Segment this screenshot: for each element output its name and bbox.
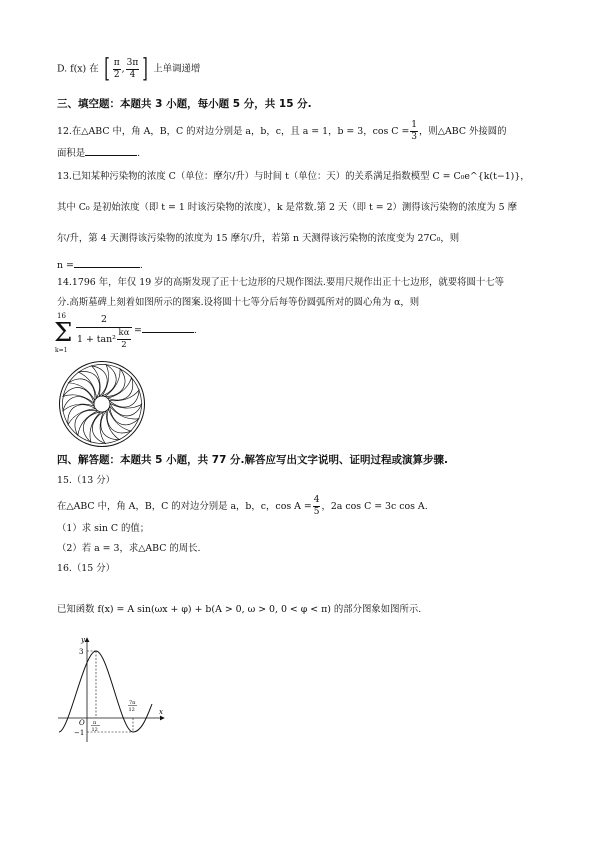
q15-part2: （2）若 a = 3，求△ABC 的周长. xyxy=(57,543,201,554)
function-graph xyxy=(56,634,168,746)
q14-sum-expression xyxy=(54,312,214,358)
q15-stem-b: ，2a cos C = 3c cos A. xyxy=(321,501,428,512)
q13-line1: 13.已知某种污染物的浓度 C（单位：摩尔/升）与时间 t（单位：天）的关系满足指数模型 C = C₀e^{k(t−1)}， xyxy=(57,171,530,182)
petal xyxy=(63,397,94,411)
q12-answer-blank xyxy=(85,145,137,156)
bracket-left-icon: [ xyxy=(103,54,110,84)
origin-label: O xyxy=(79,719,85,727)
q15-part1: （1）求 sin C 的值； xyxy=(57,523,150,534)
gauss-tomb-pattern xyxy=(58,360,146,448)
q12-line2: 面积是 . xyxy=(57,145,140,161)
sigma-icon: Σ xyxy=(54,318,73,348)
option-d-frac-2: $\frac{3\pi}{4}$ xyxy=(126,57,139,80)
q16-stem: 已知函数 f(x) = A sin(ωx + φ) + b(A > 0, ω > 0, 0 < φ < π) 的部分图象如图所示. xyxy=(57,604,422,615)
petal xyxy=(107,378,132,401)
y-min-label: −1 xyxy=(74,729,85,737)
q15-title: 15.（13 分） xyxy=(57,475,115,486)
petal xyxy=(101,411,120,440)
option-d-frac-1: $\frac{\pi}{2}$ xyxy=(113,57,120,80)
q12-frac: $\frac{1}{3}$ xyxy=(411,120,418,142)
q14-line1: 14.1796 年，年仅 19 岁的高斯发现了正十七边形的尺规作图法.要用尺规作出正十七边形，就要将圆十七等 xyxy=(57,277,504,288)
petal xyxy=(92,412,105,444)
q13-answer-blank xyxy=(74,257,140,268)
x-axis-label: x xyxy=(159,708,163,716)
option-d xyxy=(57,56,200,82)
q14-den-left: 1 + tan² xyxy=(77,334,116,345)
q13-line2: 其中 C₀ 是初始浓度（即 t = 1 时该污染物的浓度），k 是常数.第 2 天（即 t = 2）测得该污染物的浓度为 5 摩 xyxy=(57,202,517,213)
q14-eq: = . xyxy=(134,322,197,336)
q12-line1 xyxy=(57,120,506,143)
x2-den-label: 12 xyxy=(128,707,135,713)
q15-stem xyxy=(57,495,428,518)
y-max-label: 3 xyxy=(79,648,84,656)
petal xyxy=(110,403,142,416)
bracket-right-icon: ] xyxy=(142,54,149,84)
sum-upper-limit: 16 xyxy=(57,312,66,320)
option-d-sep: , xyxy=(121,63,125,75)
section-4-heading: 四、解答题：本题共 5 小题，共 77 分.解答应写出文字说明、证明过程或演算步骤. xyxy=(57,454,449,466)
outer-circle xyxy=(60,362,145,447)
q12-line2-text: 面积是 xyxy=(57,148,86,159)
sine-curve xyxy=(59,651,152,732)
q15-stem-a: 在△ABC 中，角 A，B，C 的对边分别是 a，b，c，cos A = xyxy=(57,501,312,512)
q16-title: 16.（15 分） xyxy=(57,563,115,574)
q14-answer-blank xyxy=(142,322,194,333)
q13-line4-text: n = xyxy=(57,260,74,271)
y-axis-label: y xyxy=(81,636,85,644)
option-d-prefix: D. f(x) 在 xyxy=(57,63,99,75)
option-d-suffix: 上单调递增 xyxy=(153,63,201,75)
sum-lower-limit: k=1 xyxy=(55,347,68,354)
q13-line3: 尔/升，第 4 天测得该污染物的浓度为 15 摩尔/升，若第 n 天测得该污染物的浓度变为 27C₀，则 xyxy=(57,233,460,244)
x2-num-label: 7π xyxy=(129,700,136,706)
x1-den-label: 12 xyxy=(91,727,98,733)
q14-den-frac: kα 2 xyxy=(118,328,130,350)
q15-frac: $\frac{4}{5}$ xyxy=(313,495,320,517)
q12-tail: ，则△ABC 外接圆的 xyxy=(419,126,507,137)
q13-line4: n = . xyxy=(57,257,143,273)
petal xyxy=(78,372,99,399)
x1-num-label: π xyxy=(93,720,97,726)
q14-line2: 分.高斯墓碑上刻着如图所示的图案.设将圆十七等分后每等份圆弧所对的圆心角为 α，则 xyxy=(57,297,420,308)
q12-text: 12.在△ABC 中，角 A，B，C 的对边分别是 a，b，c，且 a = 1，b = 3，cos C = xyxy=(57,126,410,137)
q14-frac-num: 2 xyxy=(101,314,107,325)
section-3-heading: 三、填空题：本题共 3 小题，每小题 5 分，共 15 分. xyxy=(57,98,312,110)
